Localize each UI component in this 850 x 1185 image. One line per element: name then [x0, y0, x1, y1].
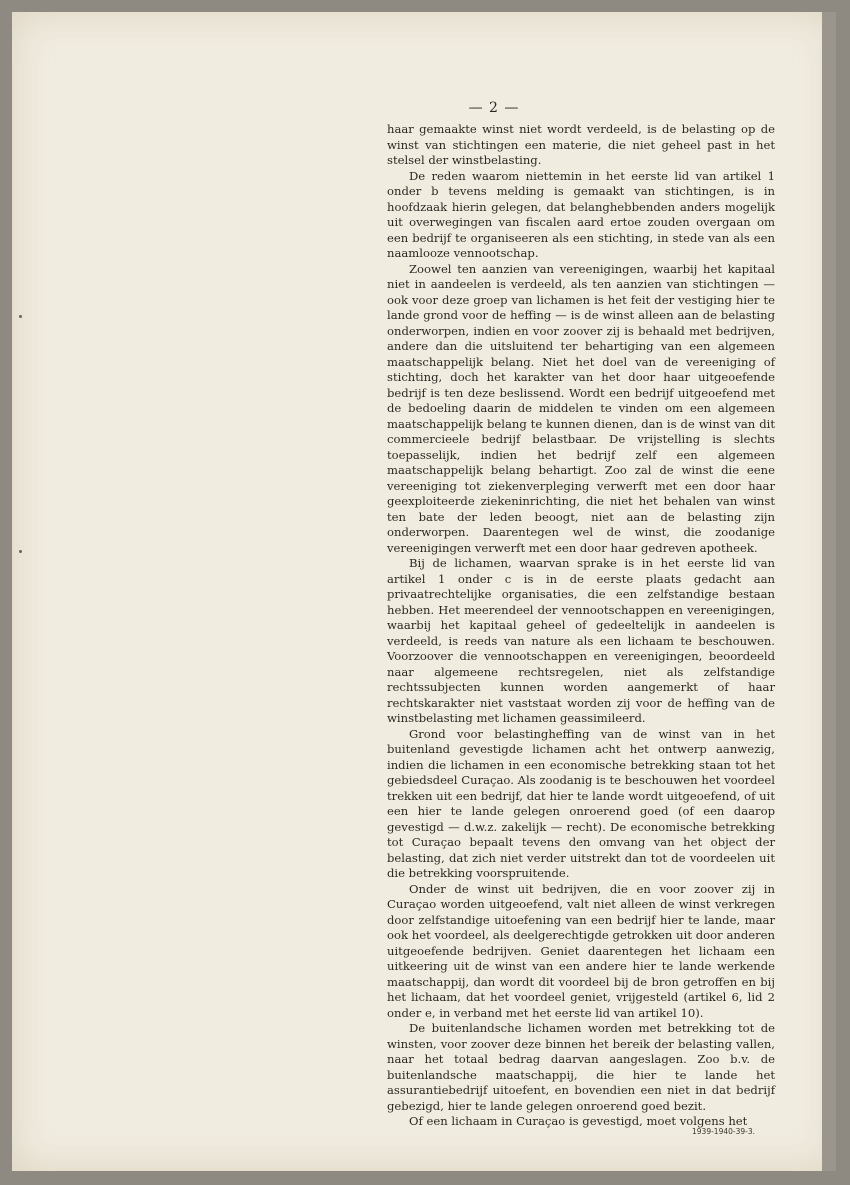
body-text — [387, 122, 775, 1130]
footer-code: 1939-1940-39-3. — [692, 1127, 755, 1136]
paragraph: Grond voor belastingheffing van de winst van in het buitenland gevestigde lichamen acht het ontwerp aanwezig, indien die lichamen in een economische betrekking staan tot het gebiedsdeel Curaçao. Als zoodanig is te beschouwen het voordeel trekken uit een bedrijf, dat hier te lande wordt uitgeoefend, of uit een hier te lande gelegen onroerend goed (of een daarop gevestigd — d.w.z. zakelijk — recht). De economische betrekking tot Curaçao bepaalt tevens den omvang van het object der belasting, dat zich niet verder uitstrekt dan tot de voordeelen uit die betrekking voorspruitende. — [387, 726, 775, 880]
paper-speck — [19, 550, 22, 553]
paragraph: De buitenlandsche lichamen worden met betrekking tot de winsten, voor zoover deze binnen het bereik der belasting vallen, naar het totaal bedrag daarvan aangeslagen. Zoo b.v. de buitenlandsche maatschappij, die hier te lande het assurantiebedrijf uitoefent, en bovendien een niet in dat bedrijf gebezigd, hier te lande gelegen onroerend goed bezit. — [387, 1021, 775, 1113]
page-number: — 2 — — [468, 100, 520, 116]
paragraph: Of een lichaam in Curaçao is gevestigd, moet volgens het — [409, 1114, 748, 1128]
document-page — [12, 12, 836, 1171]
page-edge — [822, 12, 836, 1171]
paragraph: haar gemaakte winst niet wordt verdeeld, is de belasting op de winst van stichtingen een materie, die niet geheel past in het stelsel der winstbelasting. — [387, 122, 775, 167]
paragraph: De reden waarom niettemin in het eerste lid van artikel 1 onder b tevens melding is gemaakt van stichtingen, is in hoofdzaak hierin gelegen, dat belanghebbenden anders mogelijk uit overwegingen van fiscalen aard ertoe zouden overgaan om een bedrijf te organiseeren als een stichting, in stede van als een naamlooze vennootschap. — [387, 168, 775, 260]
paragraph: Onder de winst uit bedrijven, die en voor zoover zij in Curaçao worden uitgeoefend, valt niet alleen de winst verkregen door zelfstandige uitoefening van een bedrijf hier te lande, maar ook het voordeel, als deelgerechtigde getrokken uit door anderen uitgeoefende bedrijven. Geniet daarentegen het lichaam een uitkeering uit de winst van een andere hier te lande werkende maatschappij, dan wordt dit voordeel bij de bron getroffen en bij het lichaam, dat het voordeel geniet, vrijgesteld (artikel 6, lid 2 onder e, in verband met het eerste lid van artikel 10). — [387, 881, 775, 1020]
paragraph: Bij de lichamen, waarvan sprake is in het eerste lid van artikel 1 onder c is in de eerste plaats gedacht aan privaatrechtelijke organisaties, die een zelfstandige bestaan hebben. Het meerendeel der vennootschappen en vereenigingen, waarbij het kapitaal geheel of gedeeltelijk in aandeelen is verdeeld, is reeds van nature als een lichaam te beschouwen. Voorzoover die vennootschappen en vereenigingen, beoordeeld naar algemeene rechtsregelen, niet als zelfstandige rechtssubjecten kunnen worden aangemerkt of haar rechtskarakter niet vaststaat worden zij voor de heffing van de winstbelasting met lichamen geassimileerd. — [387, 556, 775, 725]
paragraph: Zoowel ten aanzien van vereenigingen, waarbij het kapitaal niet in aandeelen is verdeeld, als ten aanzien van stichtingen — ook voor deze groep van lichamen is het feit der vestiging hier te lande grond voor de heffing — is de winst alleen aan de belasting onderworpen, indien en voor zoover zij is behaald met bedrijven, andere dan die uitsluitend ter behartiging van een algemeen maatschappelijk belang. Niet het doel van de vereeniging of stichting, doch het karakter van het door haar uitgeoefende bedrijf is ten deze beslissend. Wordt een bedrijf uitgeoefend met de bedoeling daarin de middelen te vinden om een algemeen maatschappelijk belang te kunnen dienen, dan is de winst van dit commercieele bedrijf belastbaar. De vrijstelling is slechts toepasselijk, indien het bedrijf zelf een algemeen maatschappelijk belang behartigt. Zoo zal de winst die eene vereeniging tot ziekenverpleging verwerft met een door haar geexploiteerde ziekeninrichting, die niet het behalen van winst ten bate der leden beoogt, niet aan de belasting zijn onderworpen. Daarentegen wel de winst, die zoodanige vereenigingen verwerft met een door haar gedreven apotheek. — [387, 261, 775, 555]
paper-speck — [19, 315, 22, 318]
